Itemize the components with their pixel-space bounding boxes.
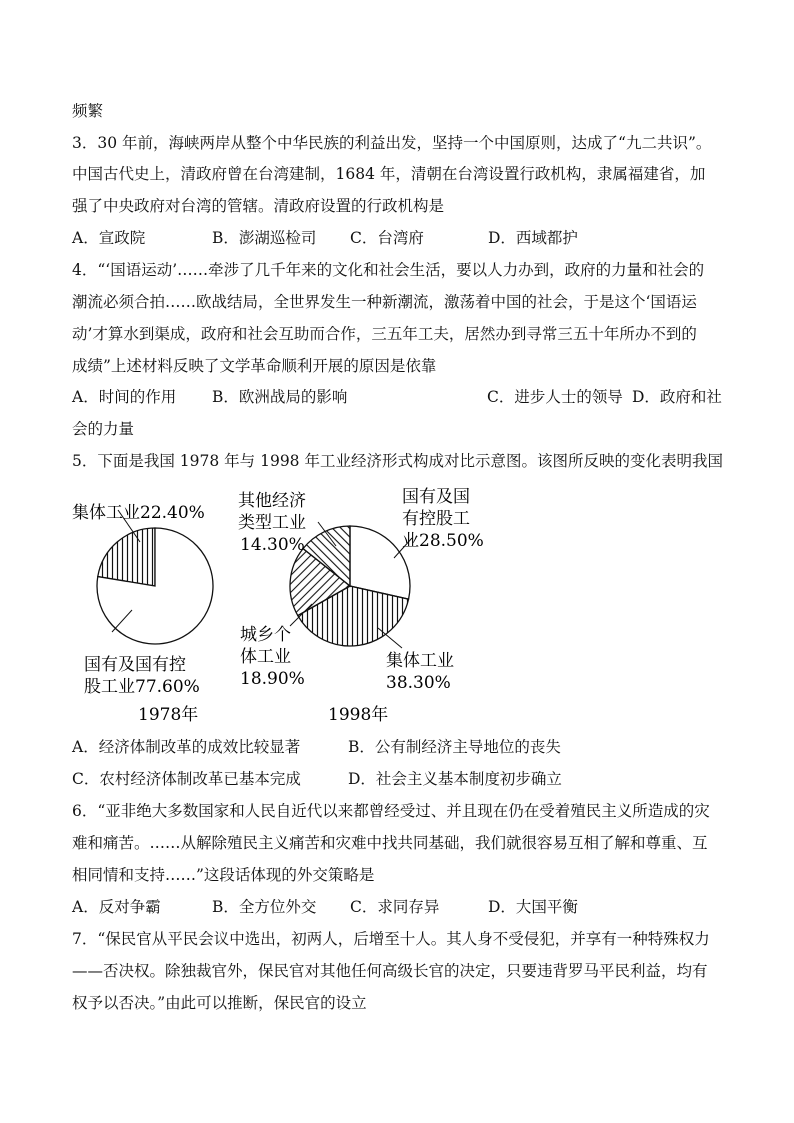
- question-3-stem: 3．30 年前，海峡两岸从整个中华民族的利益出发，坚持一个中国原则，达成了“九二共识”。: [72, 134, 712, 152]
- pie-1978: [97, 528, 213, 644]
- q4-option-d-continued: 会的力量: [72, 420, 135, 438]
- q3-option-c: C．台湾府: [350, 229, 424, 247]
- label-1998-state-line2: 有控股工: [402, 509, 470, 529]
- q5-option-c: C．农村经济体制改革已基本完成: [72, 770, 301, 788]
- label-1978-state-line1: 国有及国有控: [84, 655, 186, 675]
- year-label-1978: 1978年: [138, 705, 199, 725]
- label-1998-other-line2: 类型工业: [238, 513, 306, 533]
- label-1998-state-line3: 业28.50%: [402, 531, 484, 551]
- question-4-stem: 成绩”上述材料反映了文学革命顺利开展的原因是依靠: [72, 357, 437, 375]
- label-1998-other-line3: 14.30%: [240, 535, 305, 555]
- q6-option-d: D．大国平衡: [488, 898, 578, 916]
- question-7-stem: ——否决权。除独裁官外，保民官对其他任何高级长官的决定，只要违背罗马平民利益，均有: [72, 962, 708, 980]
- question-3-stem: 强了中央政府对台湾的管辖。清政府设置的行政机构是: [72, 197, 445, 215]
- q5-option-d: D．社会主义基本制度初步确立: [348, 770, 562, 788]
- q3-option-b: B．澎湖巡检司: [212, 229, 317, 247]
- label-1978-state-line2: 股工业77.60%: [84, 677, 200, 697]
- q5-option-b: B．公有制经济主导地位的丧失: [348, 738, 561, 756]
- question-7-stem: 权予以否决。”由此可以推断，保民官的设立: [72, 994, 367, 1012]
- q6-option-a: A．反对争霸: [72, 898, 161, 916]
- pie-slice: [98, 528, 155, 586]
- question-4-stem: 动’才算水到渠成，政府和社会互助而合作，三五年工夫，居然办到寻常三五十年所办不到的: [72, 325, 697, 343]
- question-3-stem: 中国古代史上，清政府曾在台湾建制，1684 年，清朝在台湾设置行政机构，隶属福建省，加: [72, 165, 706, 183]
- label-1998-individual-line2: 体工业: [240, 647, 291, 667]
- text-line: 频繁: [72, 102, 104, 120]
- question-4-stem: 潮流必须合拍……欧战结局，全世界发生一种新潮流，激荡着中国的社会，于是这个‘国语运: [72, 293, 697, 311]
- q6-option-b: B．全方位外交: [212, 898, 317, 916]
- pie-chart-figure: [0, 480, 794, 740]
- question-4-stem: 4．“‘国语运动’……牵涉了几千年来的文化和社会生活，要以人力办到，政府的力量和社会的: [72, 261, 705, 279]
- label-1998-individual-line1: 城乡个: [240, 625, 291, 645]
- q6-option-c: C．求同存异: [350, 898, 440, 916]
- question-5-stem: 5．下面是我国 1978 年与 1998 年工业经济形式构成对比示意图。该图所反映的变化表明我国: [72, 452, 723, 470]
- question-7-stem: 7．“保民官从平民会议中选出，初两人，后增至十人。其人身不受侵犯，并享有一种特殊权力: [72, 930, 710, 948]
- pie-1998: [290, 526, 410, 646]
- q4-option-c: C．进步人士的领导: [487, 388, 623, 406]
- q4-option-b: B．欧洲战局的影响: [212, 388, 348, 406]
- q4-option-d: D．政府和社: [632, 388, 722, 406]
- q5-option-a: A．经济体制改革的成效比较显著: [72, 738, 301, 756]
- question-6-stem: 6．“亚非绝大多数国家和人民自近代以来都曾经受过、并且现在仍在受着殖民主义所造成的灾: [72, 802, 710, 820]
- question-6-stem: 相同情和支持……”这段话体现的外交策略是: [72, 866, 375, 884]
- q3-option-a: A．宣政院: [72, 229, 146, 247]
- label-1978-collective: 集体工业22.40%: [72, 503, 205, 523]
- q4-option-a: A．时间的作用: [72, 388, 177, 406]
- question-6-stem: 难和痛苦。……从解除殖民主义痛苦和灾难中找共同基础，我们就很容易互相了解和尊重、互: [72, 834, 708, 852]
- label-1998-collective-line2: 38.30%: [386, 673, 451, 693]
- q3-option-d: D．西域都护: [488, 229, 578, 247]
- label-1998-collective-line1: 集体工业: [386, 651, 454, 671]
- year-label-1998: 1998年: [328, 705, 389, 725]
- label-1998-other-line1: 其他经济: [238, 491, 306, 511]
- label-1998-state-line1: 国有及国: [402, 487, 470, 507]
- label-1998-individual-line3: 18.90%: [240, 669, 305, 689]
